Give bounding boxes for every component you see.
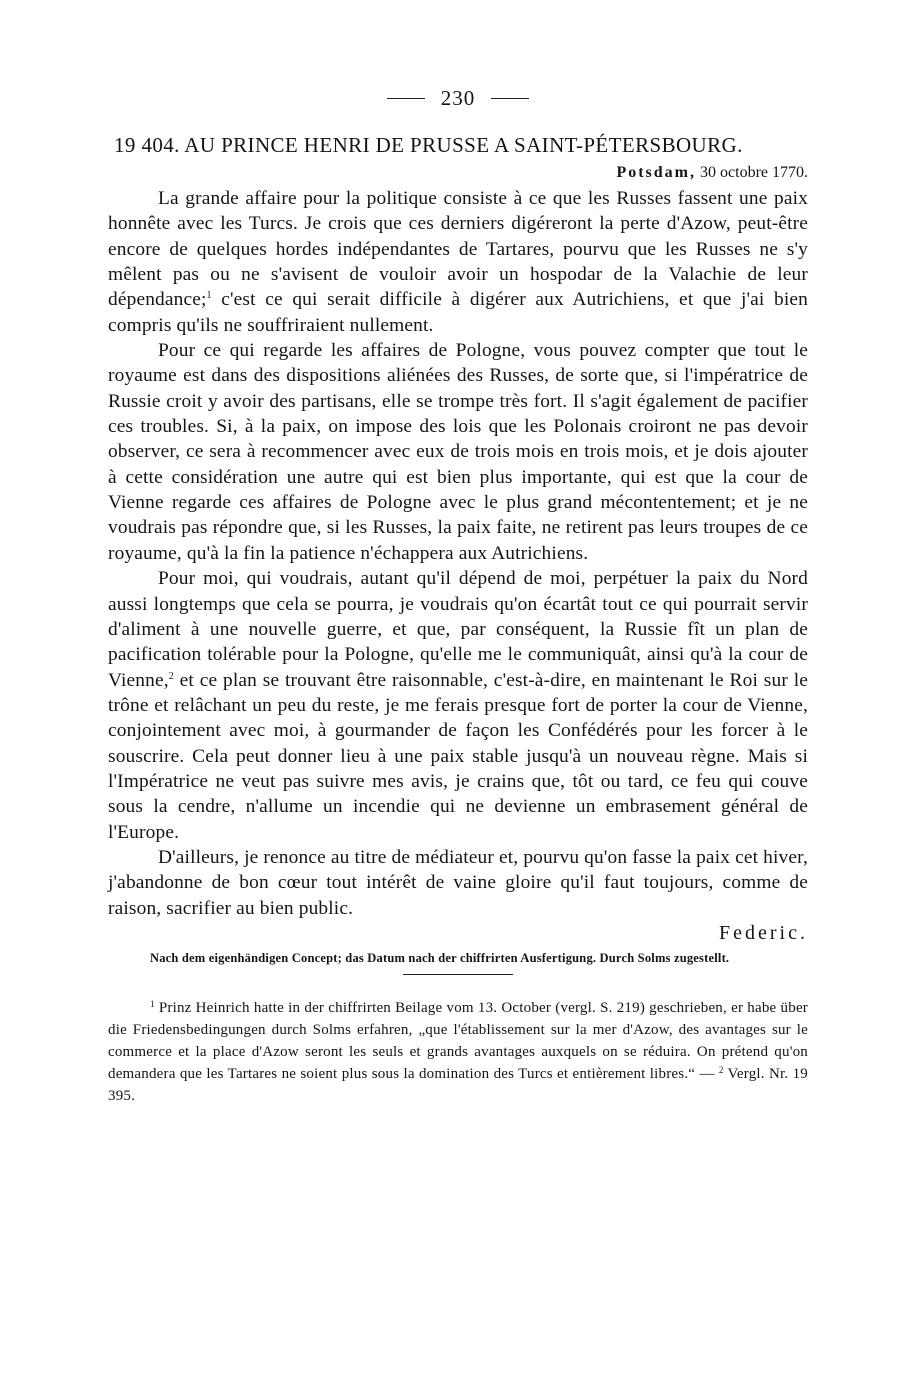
dateline	[108, 164, 808, 182]
source-note: Nach dem eigenhändigen Concept; das Datum nach der chiffrirten Ausfertigung. Durch Solms zugestellt.	[150, 950, 730, 965]
page-number-rule-left	[387, 98, 425, 99]
signature: Federic.	[719, 921, 808, 944]
footnote-ref-1: 1	[206, 290, 212, 302]
paragraph-4: D'ailleurs, je renonce au titre de médiateur et, pourvu qu'on fasse la paix cet hiver, j'abandonne de bon cœur tout intérêt de vaine gloire qu'il faut toujours, comme de raison, sacrifier au bien public.	[108, 846, 808, 919]
footnote-1-mark: 1	[150, 998, 155, 1009]
letter-heading: 19 404. AU PRINCE HENRI DE PRUSSE A SAINT-PÉTERSBOURG.	[114, 133, 743, 157]
page-number-rule-right	[491, 98, 529, 99]
dateline-place: Potsdam,	[616, 164, 697, 181]
letter-body	[108, 186, 808, 921]
paragraph-3	[108, 566, 808, 845]
footnote-2-mark: 2	[718, 1064, 724, 1075]
paragraph-1	[108, 186, 808, 338]
footnote-divider	[403, 974, 513, 975]
paragraph-1-part-b: c'est ce qui serait difficile à digérer aux Autrichiens, et que j'ai bien compris qu'ils ne souffriraient nullement.	[108, 289, 808, 336]
paragraph-1-part-a: La grande affaire pour la politique consiste à ce que les Russes fassent une paix honnête avec les Turcs. Je crois que ces derniers digéreront la perte d'Azow, peut-être encore de quelques hordes indépendantes de Tartares, pourvu que les Russes ne s'y mêlent pas ou ne s'avisent de vouloir avoir un hospodar de la Valachie de leur dépendance;	[108, 188, 808, 311]
footnote-ref-2: 2	[168, 670, 174, 682]
footnote-1-text: Prinz Heinrich hatte in der chiffrirten Beilage vom 13. October (vergl. S. 219) geschrieben, er habe über die Friedensbedingungen durch Solms erfahren, „que l'établissement sur la mer d'Azow, des avantages sur le commerce et la place d'Azow seront les seuls et grands avantages auxquels on se réduira. On prétend qu'on demandera que les Tartares ne soient plus sous la domination des Turcs et entièrement libres.“ —	[108, 999, 808, 1082]
footnote-2-text: Vergl. Nr. 19 395.	[108, 1065, 808, 1104]
dateline-date: 30 octobre 1770.	[700, 164, 808, 181]
footnotes	[108, 997, 808, 1107]
paragraph-3-part-a: Pour moi, qui voudrais, autant qu'il dépend de moi, perpétuer la paix du Nord aussi longtemps que cela se pourra, je voudrais qu'on écartât tout ce qui pourrait servir d'aliment à une nouvelle guerre, et que, par conséquent, la Russie fît un plan de pacification tolérable pour la Pologne, qu'elle me le communiquât, ainsi qu'à la cour de Vienne,	[108, 568, 808, 691]
page-number-line	[108, 86, 808, 111]
document-page	[108, 86, 808, 1107]
paragraph-3-part-b: et ce plan se trouvant être raisonnable, c'est-à-dire, en maintenant le Roi sur le trône et relâchant un peu du reste, je me ferais presque fort de porter la cour de Vienne, conjointement avec moi, à gourmander de façon les Confédérés pour les forcer à le souscrire. Cela peut donner lieu à une paix stable jusqu'à un nouveau règne. Mais si l'Impératrice ne veut pas suivre mes avis, je crains que, tôt ou tard, ce feu qui couve sous la cendre, n'allume un incendie qui ne devienne un embrasement général de l'Europe.	[108, 669, 808, 843]
paragraph-2: Pour ce qui regarde les affaires de Pologne, vous pouvez compter que tout le royaume est dans des dispositions aliénées des Russes, de sorte que, si l'impératrice de Russie croit y avoir des partisans, elle se trompe très fort. Il s'agit également de pacifier ces troubles. Si, à la paix, on impose des lois que les Polonais croiront ne pas devoir observer, ce sera à recommencer avec eux de trois mois en trois mois, et je dois ajouter à cette considération une autre qui est bien plus importante, qui est que la cour de Vienne regarde ces affaires de Pologne avec le plus grand mécontentement; et je ne voudrais pas répondre que, si les Russes, la paix faite, ne retirent pas leurs troupes de ce royaume, qu'à la fin la patience n'échappera aux Autrichiens.	[108, 340, 808, 564]
page-number: 230	[440, 86, 476, 110]
